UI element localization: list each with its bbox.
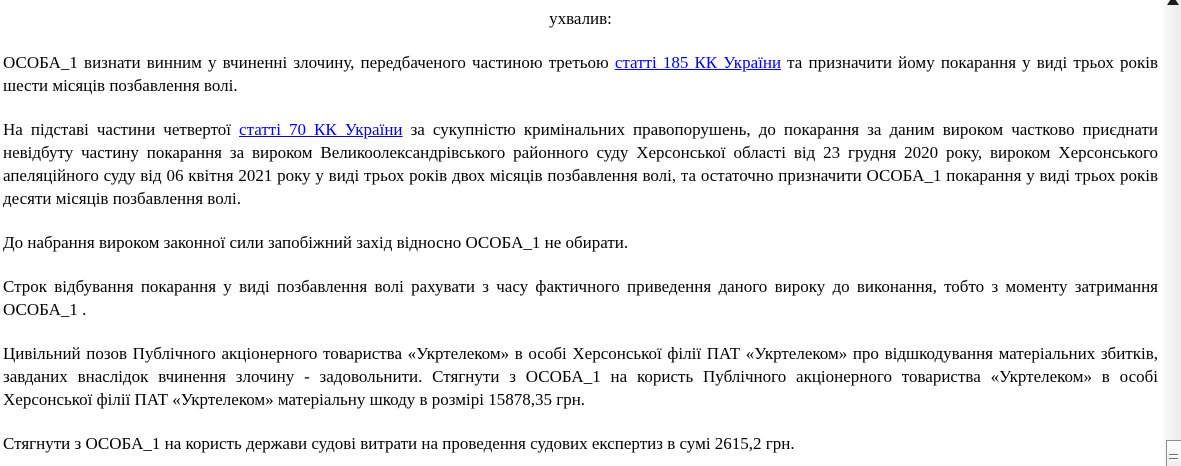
scroll-up-button[interactable]: [1164, 0, 1181, 7]
paragraph-text: та призначити йому покарання у виді трьох років шести місяців позбавлення волі.: [3, 53, 1158, 95]
ruling-heading: ухвалив:: [549, 9, 612, 28]
scroll-up-icon: [1167, 0, 1179, 5]
paragraph-text: ОСОБА_1 визнати винним у вчиненні злочину, передбаченого частиною третьою: [3, 53, 615, 72]
paragraph-cumulative-sentence: [3, 118, 1158, 210]
paragraph-text: На підставі частини четвертої: [3, 120, 240, 139]
link-article-185-kk[interactable]: статті 185 КК України: [614, 53, 782, 72]
paragraph-term-start: Строк відбування покарання у виді позбавлення волі рахувати з часу фактичного приведення даного вироку до виконання, тобто з моменту затримання ОСОБА_1 .: [3, 277, 1158, 319]
paragraph-verdict: [3, 51, 1158, 97]
vertical-scrollbar[interactable]: [1164, 0, 1181, 466]
paragraph-court-costs: Стягнути з ОСОБА_1 на користь держави судові витрати на проведення судових експертиз в сумі 2615,2 грн.: [3, 434, 795, 453]
paragraph-text: за сукупністю кримінальних правопорушень, до покарання за даним вироком частково приєднати невідбуту частину покарання за вироком Великоолександрівського районного суду Херсонської області від 23 грудня 2020 року, вироком Херсонського апеляційного суду від 06 квітня 2021 року у виді трьох років двох місяців позбавлення волі, та остаточно призначити ОСОБА_1 покарання у виді трьох років десяти місяців позбавлення волі.: [3, 120, 1158, 208]
paragraph-preventive-measure: До набрання вироком законної сили запобіжний захід відносно ОСОБА_1 не обирати.: [3, 233, 629, 252]
scrollbar-thumb[interactable]: [1166, 440, 1181, 466]
paragraph-civil-claim: Цивільний позов Публічного акціонерного товариства «Укртелеком» в особі Херсонської філії ПАТ «Укртелеком» про відшкодування матеріальних збитків, завданих внаслідок вчинення злочину - задовольнити. Стягнути з ОСОБА_1 на користь Публічного акціонерного товариства «Укртелеком» в особі Херсонської філії ПАТ «Укртелеком» матеріальну шкоду в розмірі 15878,35 грн.: [3, 344, 1158, 409]
link-article-70-kk[interactable]: статті 70 КК України: [239, 120, 403, 139]
scrollbar-grip-icon: [1169, 454, 1178, 462]
